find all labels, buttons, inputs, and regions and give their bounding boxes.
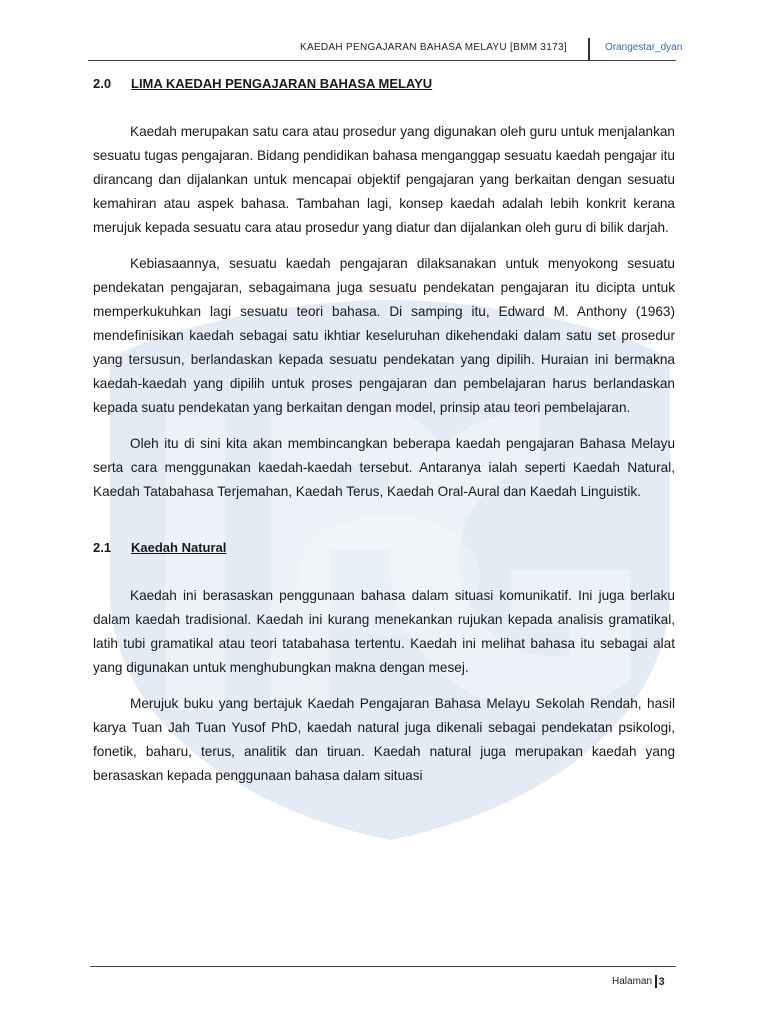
author-name: Orangestar_dyan (605, 42, 683, 53)
footer-rule (90, 966, 676, 967)
page-number: 3 (658, 975, 665, 988)
page-header (0, 38, 768, 62)
document-body (93, 74, 675, 788)
paragraph: Kaedah merupakan satu cara atau prosedur yang digunakan oleh guru untuk menjalankan sesuatu tugas pengajaran. Bidang pendidikan bahasa menganggap sesuatu kaedah pengajar itu dirancang dan dijalankan untuk mencapai objektif pengajaran yang berkaitan dengan sesuatu kemahiran atau aspek bahasa. Tambahan lagi, konsep kaedah adalah lebih konkrit kerana merujuk kepada sesuatu cara atau prosedur yang diatur dan dijalankan oleh guru di bilik darjah. (93, 124, 675, 235)
section-title: Kaedah Natural (131, 540, 227, 555)
page-footer (612, 975, 665, 988)
paragraph: Oleh itu di sini kita akan membincangkan beberapa kaedah pengajaran Bahasa Melayu serta cara menggunakan kaedah-kaedah tersebut. Antaranya ialah seperti Kaedah Natural, Kaedah Tatabahasa Terjemahan, Kaedah Terus, Kaedah Oral-Aural dan Kaedah Linguistik. (93, 436, 675, 499)
header-rule (88, 60, 676, 61)
paragraph: Merujuk buku yang bertajuk Kaedah Pengajaran Bahasa Melayu Sekolah Rendah, hasil karya Tuan Jah Tuan Yusof PhD, kaedah natural juga dikenali sebagai pendekatan psikologi, fonetik, baharu, terus, analitik dan tiruan. Kaedah natural juga merupakan kaedah yang berasaskan kepada penggunaan bahasa dalam situasi (93, 696, 675, 783)
section-title: LIMA KAEDAH PENGAJARAN BAHASA MELAYU (131, 76, 433, 91)
footer-divider (655, 975, 657, 988)
paragraph: Kaedah ini berasaskan penggunaan bahasa dalam situasi komunikatif. Ini juga berlaku dalam kaedah tradisional. Kaedah ini kurang menekankan rujukan kepada analisis gramatikal, latih tubi gramatikal atau teori tatabahasa tertentu. Kaedah ini melihat bahasa itu sebagai alat yang digunakan untuk menghubungkan makna dengan mesej. (93, 588, 675, 675)
section-number: 2.1 (93, 540, 112, 555)
header-divider (588, 38, 590, 60)
section-number: 2.0 (93, 76, 112, 91)
paragraph: Kebiasaannya, sesuatu kaedah pengajaran dilaksanakan untuk menyokong sesuatu pendekatan pengajaran, sebagaimana juga sesuatu pendekatan pengajaran itu dicipta untuk memperkukuhkan lagi sesuatu teori bahasa. Di samping itu, Edward M. Anthony (1963) mendefinisikan kaedah sebagai satu ikhtiar keseluruhan dikehendaki dalam satu set prosedur yang tersusun, berlandaskan kepada sesuatu pendekatan yang dipilih. Huraian ini bermakna kaedah-kaedah yang dipilih untuk proses pengajaran dan pembelajaran harus berlandaskan kepada suatu pendekatan yang berkaitan dengan model, prinsip atau teori pembelajaran. (93, 256, 675, 415)
section-heading-2-1 (93, 538, 675, 558)
section-heading-2-0 (93, 74, 675, 94)
page-label: Halaman (612, 976, 653, 987)
document-title: KAEDAH PENGAJARAN BAHASA MELAYU [BMM 3173] (300, 42, 567, 53)
